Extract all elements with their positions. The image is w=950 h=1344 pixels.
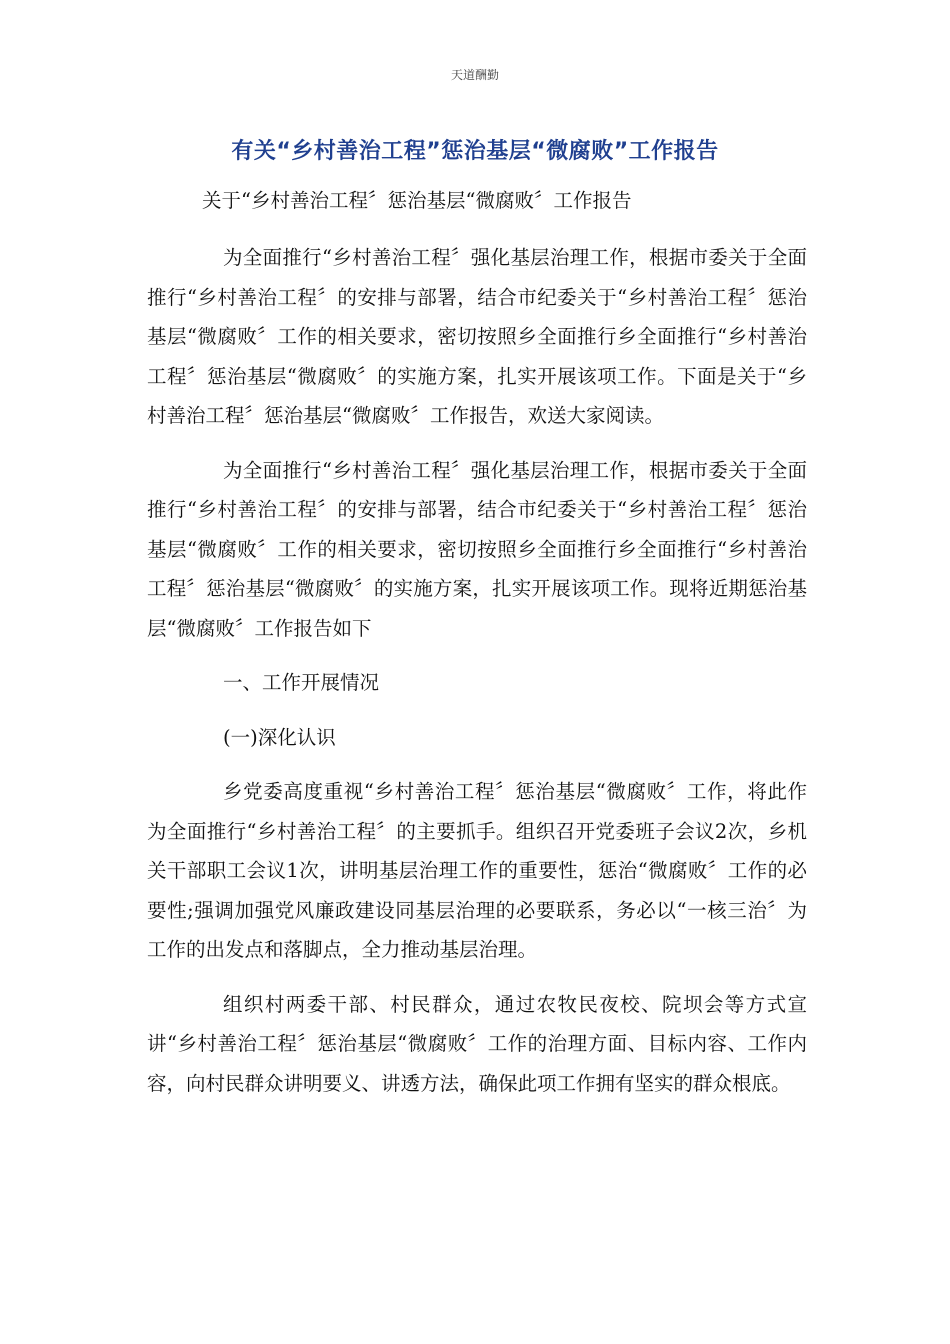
document-body: [147, 238, 807, 1103]
document-subtitle: 关于“乡村善治工程〞惩治基层“微腐败〞工作报告: [202, 189, 632, 212]
paragraph-deepen-awareness: 乡党委高度重视“乡村善治工程〞惩治基层“微腐败〞工作，将此作为全面推行“乡村善治工程〞的主要抓手。组织召开党委班子会议2次，乡机关干部职工会议1次，讲明基层治理工作的重要性，惩治“微腐败〞工作的必要性;强调加强党风廉政建设同基层治理的必要联系，务必以“一核三治〞为工作的出发点和落脚点，全力推动基层治理。: [147, 780, 807, 961]
document-title: 有关“乡村善治工程”惩治基层“微腐败”工作报告: [231, 139, 719, 164]
paragraph-overview: 为全面推行“乡村善治工程〞强化基层治理工作，根据市委关于全面推行“乡村善治工程〞的安排与部署，结合市纪委关于“乡村善治工程〞惩治基层“微腐败〞工作的相关要求，密切按照乡全面推行乡全面推行“乡村善治工程〞惩治基层“微腐败〞的实施方案，扎实开展该项工作。现将近期惩治基层“微腐败〞工作报告如下: [147, 458, 807, 640]
subsection-heading: (一)深化认识: [223, 725, 336, 749]
paragraph-mass-publicity: 组织村两委干部、村民群众，通过农牧民夜校、院坝会等方式宣讲“乡村善治工程〞惩治基层“微腐败〞工作的治理方面、目标内容、工作内容，向村民群众讲明要义、讲透方法，确保此项工作拥有坚实的群众根底。: [147, 992, 807, 1095]
page-header: 天道酬勤: [450, 68, 499, 82]
section-heading: 一、工作开展情况: [223, 671, 380, 694]
paragraph-intro: 为全面推行“乡村善治工程〞强化基层治理工作，根据市委关于全面推行“乡村善治工程〞的安排与部署，结合市纪委关于“乡村善治工程〞惩治基层“微腐败〞工作的相关要求，密切按照乡全面推行乡全面推行“乡村善治工程〞惩治基层“微腐败〞的实施方案，扎实开展该项工作。下面是关于“乡村善治工程〞惩治基层“微腐败〞工作报告，欢送大家阅读。: [147, 246, 807, 427]
